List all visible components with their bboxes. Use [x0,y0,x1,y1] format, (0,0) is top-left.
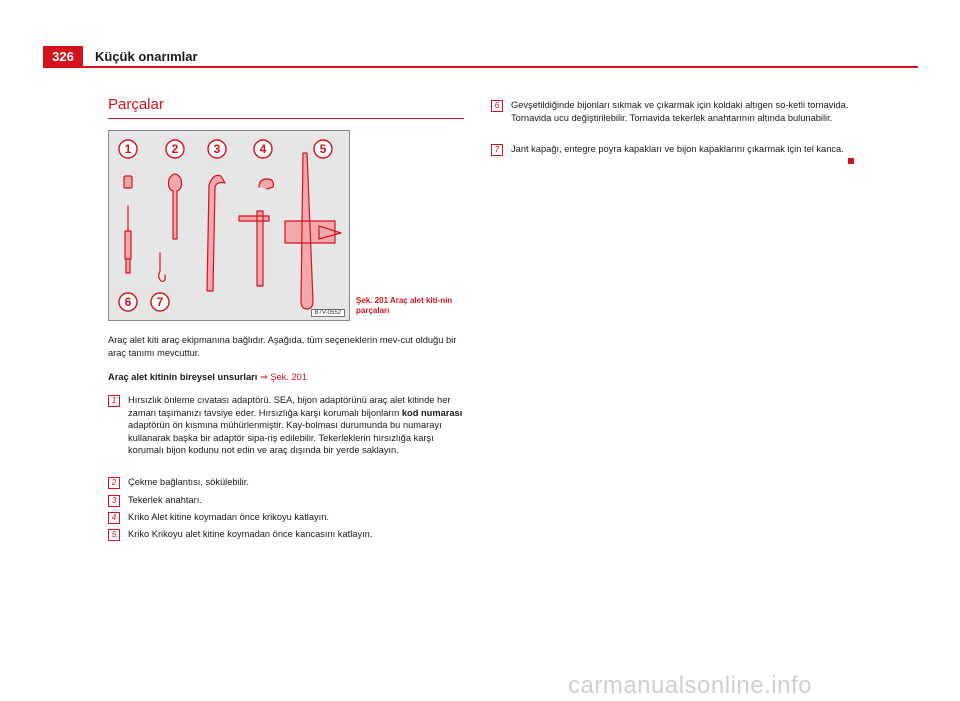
item-number-4: 4 [108,512,120,524]
item-number-7: 7 [491,144,503,156]
list-item-3 [108,494,464,507]
figure-label-6: 6 [124,295,132,309]
chapter-title: Küçük onarımlar [95,49,198,64]
item-number-1: 1 [108,395,120,407]
figure-label-5: 5 [319,142,327,156]
watermark: carmanualsonline.info [568,672,812,699]
figure-code: B7V-0552 [311,309,345,317]
section-end-marker [848,158,854,164]
figure-caption: Şek. 201 Araç alet kiti-nin parçaları [356,296,453,315]
item-3-text: Tekerlek anahtarı. [128,495,202,505]
tool-kit-figure [108,130,350,321]
item-1-text-a: Hırsızlık önleme cıvatası adaptörü. SEA, bijon adaptörünü araç alet kitinde her zaman taşımanızı tavsiye eder. Hırsızlığa karşı korumalı bijonların [128,395,451,418]
figure-label-2: 2 [171,142,179,156]
figure-label-1: 1 [124,142,132,156]
list-item-5 [108,528,464,541]
tool-kit-illustration [109,131,349,320]
figure-label-7: 7 [156,295,164,309]
list-item-7 [491,143,851,156]
item-number-6: 6 [491,100,503,112]
section-title: Parçalar [108,96,164,113]
item-number-5: 5 [108,529,120,541]
item-6-text: Gevşetildiğinde bijonları sıkmak ve çıkarmak için koldaki altıgen so-ketli tornavida. Tornavida ucu değiştirilebilir. Tornavida tekerlek anahtarının altında bulunabilir. [511,100,849,123]
figure-label-4: 4 [259,142,267,156]
header-rule [43,66,918,68]
intro-paragraph: Araç alet kiti araç ekipmanına bağlıdır. Aşağıda, tüm seçeneklerin mev-cut olduğu bir araç tanımı mevcuttur. [108,335,457,358]
figure-label-3: 3 [213,142,221,156]
item-number-2: 2 [108,477,120,489]
section-rule [108,118,464,119]
item-5-text: Kriko Krikoyu alet kitine koymadan önce kancasını katlayın. [128,529,373,539]
item-1-bold: kod numarası [401,407,463,418]
list-item-6 [491,99,851,124]
subheading [108,371,464,384]
list-item-4 [108,511,464,524]
item-7-text: Jant kapağı, entegre poyra kapakları ve bijon kapaklarını çıkarmak için tel kanca. [511,144,844,154]
page-number: 326 [43,46,83,67]
item-2-text: Çekme bağlantısı, sökülebilir. [128,477,249,487]
subheading-text: Araç alet kitinin bireysel unsurları [108,372,258,382]
item-1-text-b: adaptörün ön kısmına mühürlenmiştir. Kay-bolması durumunda bu numarayı kullanarak başka bir adaptör sipa-riş edilebilir. Tekerleklerin hırsızlığa karşı korumalı bijon kodunu not edin ve araç dışında bir yerde saklayın. [128,420,442,455]
figure-reference-link[interactable]: ⇒ Şek. 201 [259,372,307,382]
adapter-icon [124,176,132,188]
item-4-text: Kriko Alet kitine koymadan önce krikoyu katlayın. [128,512,330,522]
item-number-3: 3 [108,495,120,507]
list-item-1 [108,394,464,457]
list-item-2 [108,476,464,489]
